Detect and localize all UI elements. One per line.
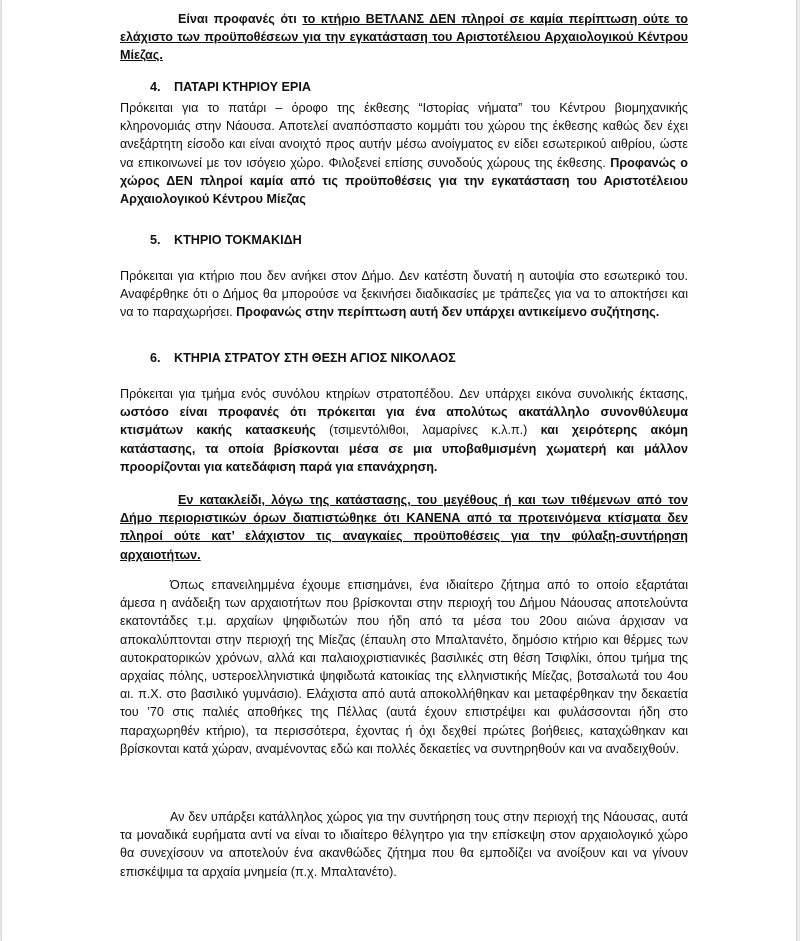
section-6-text-2: (τσιμεντόλιθοι, λαμαρίνες κ.λ.π.)	[315, 423, 541, 438]
section-5-number: 5.	[150, 233, 161, 247]
section-6-bold-1: ωστόσο είναι προφανές ότι πρόκειται για ένα απολύτως ακατάλληλο συνονθύλευμα κτισμάτων κακής κατασκευής	[120, 405, 688, 438]
section-4-number: 4.	[150, 80, 161, 94]
conclusion-paragraph	[120, 491, 688, 564]
intro-paragraph	[120, 10, 688, 65]
section-5-heading	[150, 233, 302, 247]
section-4-body	[120, 99, 688, 208]
mosaics-text: Όπως επανειλημμένα έχουμε επισημάνει, ένα ιδιαίτερο ζήτημα από το οποίο εξαρτάται άμεσα η ανάδειξη των αρχαιοτήτων που βρίσκονται στην περιοχή του Δήμου Νάουσας αποτελούντα εκατοντάδες τ.μ. αρχαίων ψηφιδωτών που ήδη από τα μέσα του 20ου αιώνα άρχισαν να αποκαλύπτονται στην περιοχή της Μίεζας (έπαυλη στο Μπαλτανέτο, δημόσιο κτήριο και θέρμες των αυτοκρατορικών χρόνων, αλλά και παλαιοχριστιανικές βασιλικές στη θέση Τσιφλίκι, όπου τμήμα της αρχαίας πόλης, υστεροελληνιστικά ψηφιδωτά κατοικίας της ελληνιστικής Μίεζας, βοτσαλωτά του 4ου αι. π.Χ. στο βασιλικό γυμνάσιο). Ελάχιστα από αυτά αποκολλήθηκαν και μεταφέρθηκαν την δεκαετία του ’70 στις παλιές αποθήκες της Πέλλας (αυτά έχουν επιστρέψει και φυλάσσονται ήδη στο παραχωρηθέν κτήριο), τα περισσότερα, έχοντας ή όχι δεχθεί πρώτες βοήθειες, καταχώθηκαν και βρίσκονται κατά χώραν, αναμένοντας εδώ και πολλές δεκαετίες να συντηρηθούν και να αναδειχθούν.	[120, 578, 688, 756]
section-4-bold: Προφανώς ο χώρος ΔΕΝ πληροί καμία από τις προϋποθέσεις για την εγκατάσταση του Αριστοτέλειου Αρχαιολογικού Κέντρου Μίεζας	[120, 155, 688, 207]
section-6-body	[120, 385, 688, 476]
section-6-number: 6.	[150, 351, 161, 365]
intro-lead: Είναι προφανές ότι	[178, 12, 303, 26]
section-5-text: Πρόκειται για κτήριο που δεν ανήκει στον Δήμο. Δεν κατέστη δυνατή η αυτοψία στο εσωτερικό του. Αναφέρθηκε ότι ο Δήμος θα μπορούσε να ξεκινήσει διαδικασίες με τράπεζες για να το αποκτήσει και να το παραχωρήσει.	[120, 269, 688, 320]
conservation-paragraph	[120, 808, 688, 881]
conclusion-text: Εν κατακλείδι, λόγω της κατάστασης, του μεγέθους ή και των τιθέμενων από τον Δήμο περιοριστικών όρων διαπιστώθηκε ότι ΚΑΝΕΝΑ από τα προτεινόμενα κτίσματα δεν πληροί ούτε κατ’ ελάχιστον τις αναγκαίες προϋποθέσεις για την φύλαξη-συντήρηση αρχαιοτήτων.	[120, 493, 688, 562]
section-5-body	[120, 267, 688, 322]
section-6-text-1: Πρόκειται για τμήμα ενός συνόλου κτηρίων στρατοπέδου. Δεν υπάρχει εικόνα συνολικής έκτασης,	[120, 387, 688, 401]
section-6-bold-2: και χειρότερης ακόμη κατάστασης, τα οποία βρίσκονται μέσα σε μια υποβαθμισμένη χωματερή και μάλλον προορίζονται για κατεδάφιση παρά για επανάχρηση.	[120, 423, 688, 474]
section-6-title: ΚΤΗΡΙΑ ΣΤΡΑΤΟΥ ΣΤΗ ΘΕΣΗ ΑΓΙΟΣ ΝΙΚΟΛΑΟΣ	[174, 351, 456, 365]
conservation-text: Αν δεν υπάρξει κατάλληλος χώρος για την συντήρηση τους στην περιοχή της Νάουσας, αυτά τα μοναδικά ευρήματα αντί να είναι το ιδιαίτερο θέλγητρο για την επίσκεψη στον αρχαιολογικό χώρο θα συνεχίσουν να αποτελούν ένα ακανθώδες ζήτημα που θα εμποδίζει να ανοίξουν και να γίνουν επισκέψιμα τα αρχαία μνημεία (π.χ. Μπαλτανέτο).	[120, 810, 688, 879]
intro-underlined: το κτήριο ΒΕΤΛΑΝΣ ΔΕΝ πληροί σε καμία περίπτωση ούτε το ελάχιστο των προϋποθέσεων για την εγκατάσταση του Αριστοτέλειου Αρχαιολογικού Κέντρου Μίεζας.	[120, 12, 688, 63]
document-page	[2, 0, 796, 941]
section-5-bold: Προφανώς στην περίπτωση αυτή δεν υπάρχει αντικείμενο συζήτησης.	[236, 305, 660, 320]
section-4-title: ΠΑΤΑΡΙ ΚΤΗΡΙΟΥ ΕΡΙΑ	[174, 80, 311, 94]
section-5-title: ΚΤΗΡΙΟ ΤΟΚΜΑΚΙΔΗ	[174, 233, 302, 247]
section-4-text: Πρόκειται για το πατάρι – όροφο της έκθεσης “Ιστορίας νήματα” του Κέντρου βιομηχανικής κληρονομιάς στην Νάουσα. Αποτελεί αναπόσπαστο κομμάτι του χώρου της έκθεσης καθώς δεν έχει ανεξάρτητη είσοδο και είναι ανοιχτό προς αυτήν μέσω ανοίγματος εν είδει εσωτερικού αιθρίου, ώστε να επικοινωνεί με τον ισόγειο χώρο. Φιλοξενεί επίσης συνοδούς χώρους της έκθεσης.	[120, 101, 688, 170]
section-6-heading	[150, 351, 456, 365]
mosaics-paragraph	[120, 576, 688, 758]
section-4-heading	[150, 80, 311, 94]
